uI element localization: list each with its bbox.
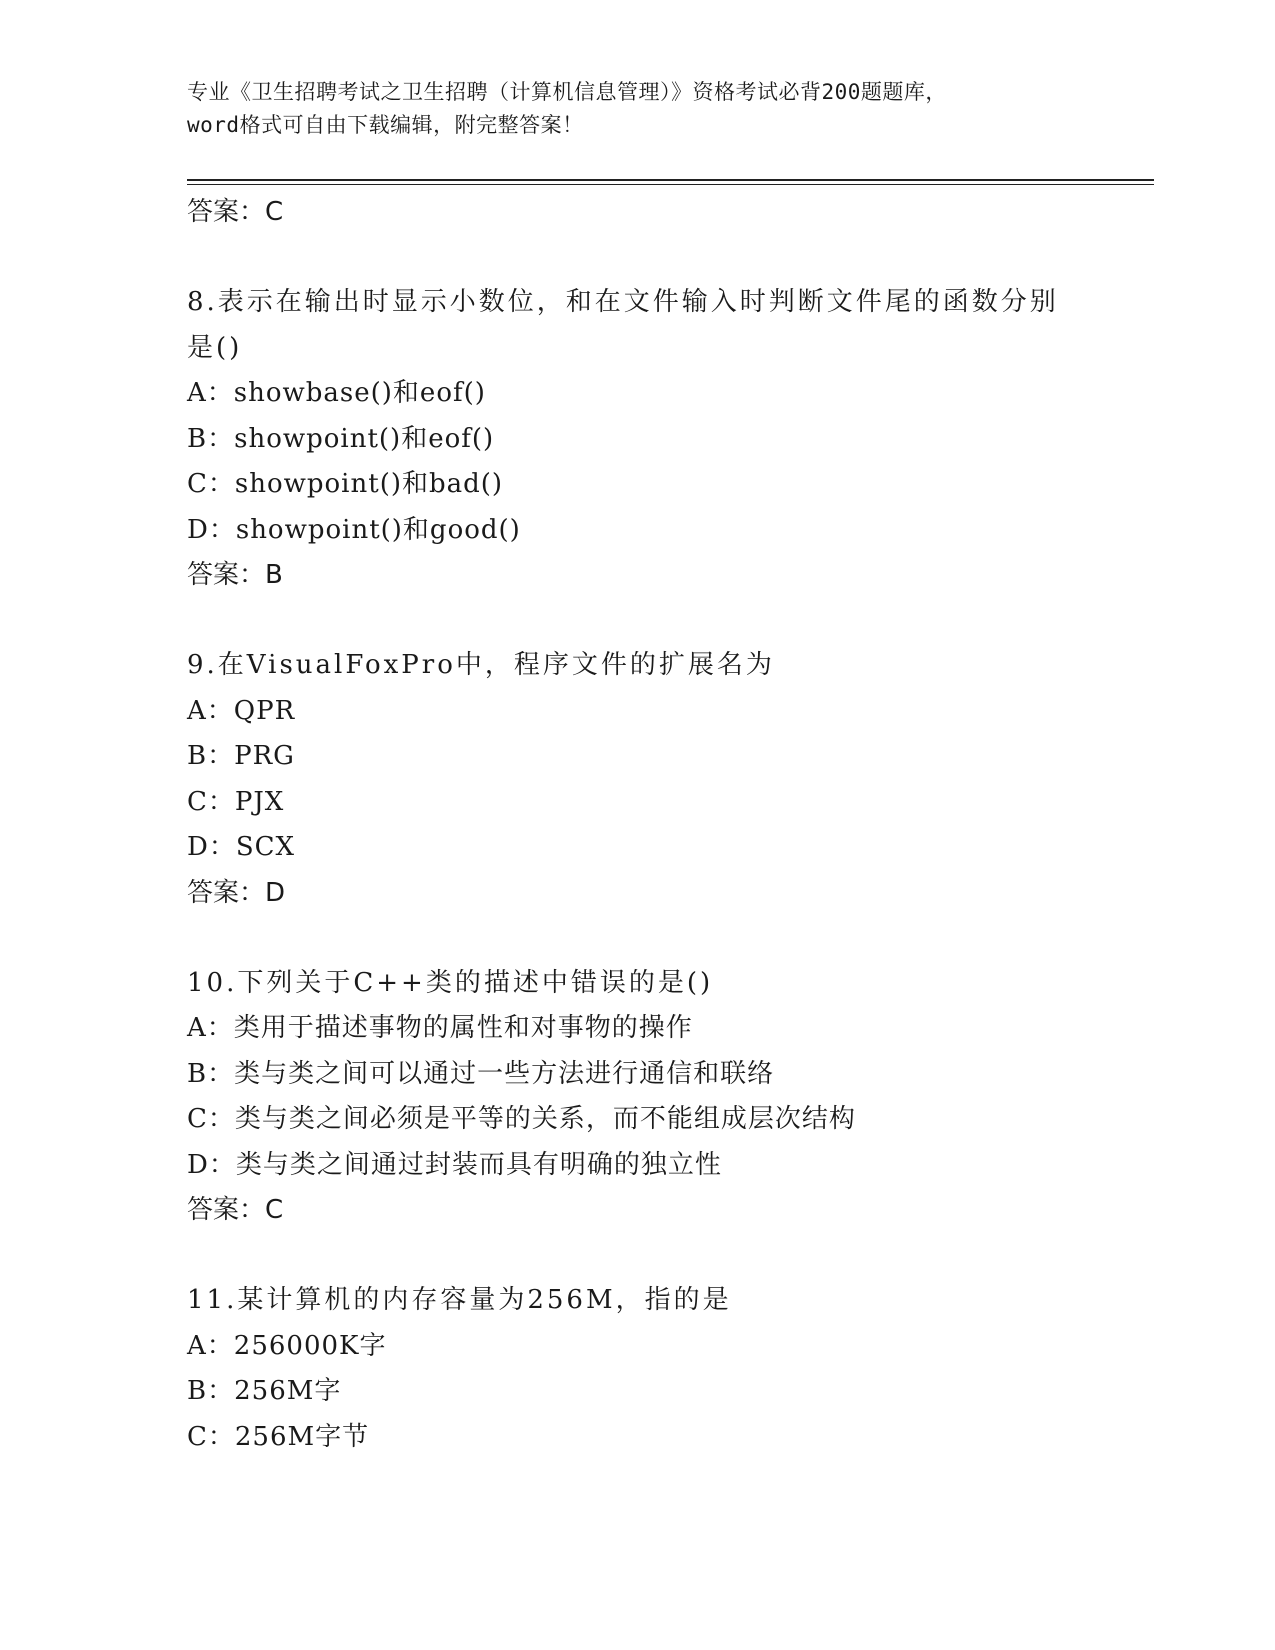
question-text [187,280,1087,371]
option-b: B：showpoint()和eof() [187,423,495,454]
spacer [187,1233,1087,1278]
answer-line: 答案：D [187,877,286,908]
question-line: 11.某计算机的内存容量为256M，指的是 [187,1285,732,1315]
header-line-1: 专业《卫生招聘考试之卫生招聘（计算机信息管理）》资格考试必背200题题库， [187,80,947,104]
question-text [187,961,1087,1007]
option-d: D：SCX [187,832,296,862]
answer-line: 答案：C [187,1195,284,1225]
option-c: C：PJX [187,786,285,817]
option-c: C：类与类之间必须是平等的关系，而不能组成层次结构 [187,1104,856,1134]
answer-line: 答案：B [187,560,283,590]
spacer [187,235,1087,280]
question-text [187,643,1087,689]
question-line: 是() [187,332,243,363]
question-line: 9.在VisualFoxPro中，程序文件的扩展名为 [187,650,775,680]
question-line: 10.下列关于C++类的描述中错误的是() [187,967,714,998]
header-divider-thick [187,179,1154,181]
option-a: A：类用于描述事物的属性和对事物的操作 [187,1013,693,1043]
question-list [187,190,1087,1460]
document-header [187,76,1087,142]
header-divider-thin [187,184,1154,185]
spacer [187,916,1087,961]
option-b: B：256M字 [187,1376,342,1406]
option-a: A：showbase()和eof() [187,378,486,408]
question-text [187,1278,1087,1324]
option-b: B：类与类之间可以通过一些方法进行通信和联络 [187,1058,775,1089]
answer-line: 答案：C [187,197,284,227]
option-c: C：showpoint()和bad() [187,469,504,499]
option-a: A：256000K字 [187,1330,387,1361]
spacer [187,598,1087,643]
question-line: 8.表示在输出时显示小数位，和在文件输入时判断文件尾的函数分别 [187,287,1059,317]
option-d: D：showpoint()和good() [187,514,521,545]
header-line-2: word格式可自由下载编辑，附完整答案！ [187,113,584,137]
option-d: D：类与类之间通过封装而具有明确的独立性 [187,1149,722,1180]
option-c: C：256M字节 [187,1421,370,1452]
option-b: B：PRG [187,741,295,771]
option-a: A：QPR [187,695,296,726]
